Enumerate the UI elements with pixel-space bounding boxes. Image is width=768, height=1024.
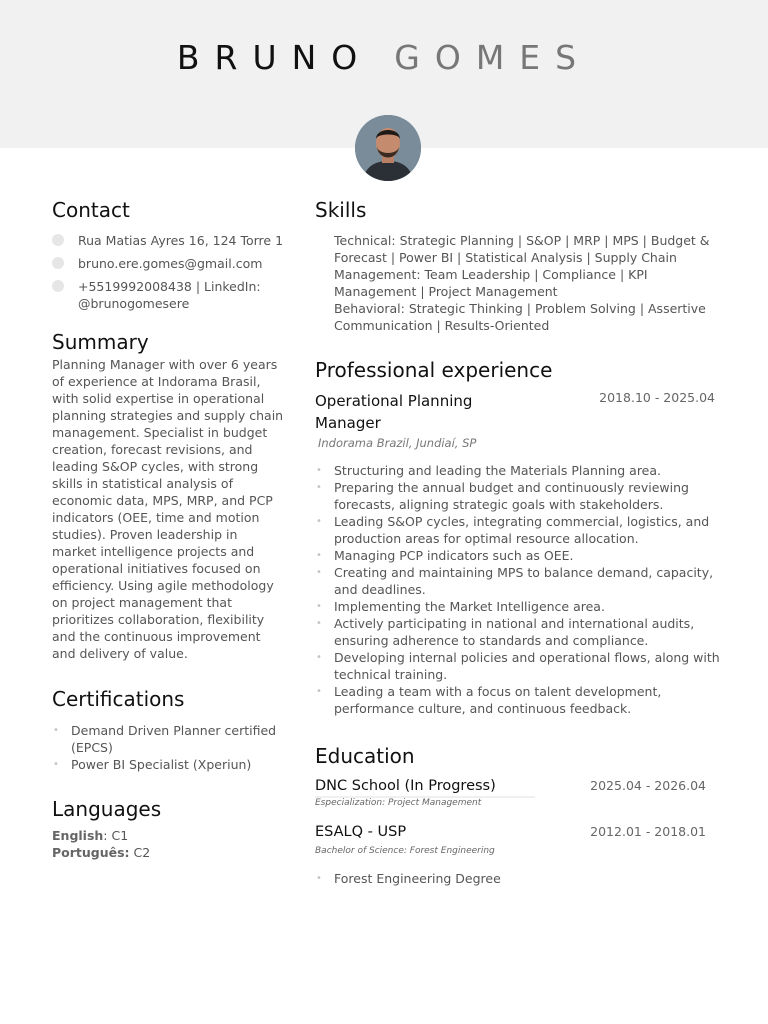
education-detail: Especialization: Project Management <box>315 798 482 808</box>
job-bullets <box>315 462 720 717</box>
avatar <box>355 115 421 181</box>
summary-title: Summary <box>52 330 149 354</box>
summary-text: Planning Manager with over 6 years of experience at Indorama Brasil, with solid expertise in operational planning strategies and supply chain management. Specialist in budget creation, forecast revisions, and leading S&OP cycles, with strong skills in statistical analysis of economic data, MPS, MRP, and PCP indicators (OEE, time and motion studies). Proven leadership in market intelligence projects and operational initiatives focused on efficiency. Using agile methodology on project management that prioritizes collaboration, flexibility and the continuous improvement and delivery of value. <box>52 357 284 661</box>
experience-title: Professional experience <box>315 358 553 382</box>
skill-item: Behavioral: Strategic Thinking | Problem Solving | Assertive Communication | Results-Oriented <box>334 301 706 333</box>
education-dates: 2025.04 - 2026.04 <box>590 778 706 793</box>
skill-item: Technical: Strategic Planning | S&OP | MRP | MPS | Budget & Forecast | Power BI | Statistical Analysis | Supply Chain <box>334 233 710 265</box>
certifications-title: Certifications <box>52 687 185 711</box>
certification-item: • Power BI Specialist (Xperiun) <box>52 756 284 773</box>
contact-list <box>52 232 284 312</box>
contact-phone <box>52 278 284 312</box>
contact-title: Contact <box>52 198 130 222</box>
language-level: C1 <box>111 828 129 843</box>
skills-list <box>315 232 720 334</box>
language-sep: : <box>103 828 112 843</box>
job-bullet: • Developing internal policies and operational flows, along with technical training. <box>315 649 720 683</box>
education-item <box>315 776 720 808</box>
last-name: GOMES <box>394 38 592 77</box>
email-icon <box>52 257 64 269</box>
right-column <box>315 198 720 887</box>
job-bullet: • Structuring and leading the Materials Planning area. <box>315 462 720 479</box>
contact-email <box>52 255 284 272</box>
phone-linkedin-text: +5519992008438 | LinkedIn: @brunogomesere <box>78 279 261 311</box>
divider <box>315 796 535 798</box>
job-header <box>315 390 720 434</box>
job-company: Indorama Brazil, Jundiaí, SP <box>318 436 477 450</box>
job-title: Operational Planning Manager <box>315 392 473 432</box>
languages-title: Languages <box>52 797 162 821</box>
contact-address <box>52 232 284 249</box>
language-name: English <box>52 828 104 843</box>
candidate-name <box>0 38 768 77</box>
job-bullet: • Preparing the annual budget and continuously reviewing forecasts, aligning strategic goals with stakeholders. <box>315 479 720 513</box>
job-bullet: • Leading a team with a focus on talent development, performance culture, and continuous feedback. <box>315 683 720 717</box>
certifications-list <box>52 722 284 773</box>
education-bullet: • Forest Engineering Degree <box>315 870 720 887</box>
email-text: bruno.ere.gomes@gmail.com <box>78 256 263 271</box>
address-text: Rua Matias Ayres 16, 124 Torre 1 <box>78 233 284 248</box>
language-portuguese <box>52 844 284 861</box>
job-dates: 2018.10 - 2025.04 <box>599 390 715 405</box>
education-item <box>315 822 720 856</box>
education-bullets <box>315 870 720 887</box>
skill-item: Management: Team Leadership | Compliance | KPI Management | Project Management <box>334 267 648 299</box>
certification-item: • Demand Driven Planner certified (EPCS) <box>52 722 284 756</box>
skills-title: Skills <box>315 198 367 222</box>
language-name: Português: <box>52 845 130 860</box>
job-bullet: • Implementing the Market Intelligence area. <box>315 598 720 615</box>
job-bullet: • Leading S&OP cycles, integrating commercial, logistics, and production areas for optimal resource allocation. <box>315 513 720 547</box>
education-dates: 2012.01 - 2018.01 <box>590 824 706 839</box>
language-level: C2 <box>133 845 151 860</box>
job-bullet: • Creating and maintaining MPS to balance demand, capacity, and deadlines. <box>315 564 720 598</box>
education-title: Education <box>315 744 415 768</box>
job-bullet: • Managing PCP indicators such as OEE. <box>315 547 720 564</box>
education-detail: Bachelor of Science: Forest Engineering <box>315 846 495 856</box>
job-bullet: • Actively participating in national and international audits, ensuring adherence to standards and compliance. <box>315 615 720 649</box>
left-column <box>52 198 284 861</box>
location-icon <box>52 234 64 246</box>
language-english <box>52 827 284 844</box>
education-school: DNC School (In Progress) <box>315 778 496 794</box>
first-name: BRUNO <box>176 38 373 77</box>
education-school: ESALQ - USP <box>315 824 407 840</box>
phone-icon <box>52 280 64 292</box>
